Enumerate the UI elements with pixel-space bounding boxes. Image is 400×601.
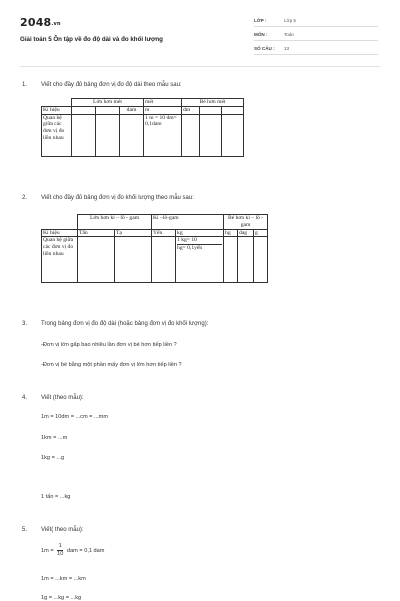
question-subline: -Đơn vị lớn gấp bao nhiêu lần đơn vị bé hơn tiếp liền ? [41, 342, 177, 348]
header-smaller-than-kg: Bé hơn ki – lô -gam [224, 215, 268, 230]
question-number: 2. [22, 195, 28, 201]
fraction-example [41, 543, 104, 558]
header-larger-than-meter: Lớn hơn mét [72, 99, 144, 107]
question-text: Viết cho đầy đủ bảng đơn vị đo độ dài theo mẫu sau: [41, 82, 182, 88]
answer-cell[interactable] [222, 114, 244, 156]
question-count-label: SỐ CÂU : [254, 46, 275, 51]
exercise-line: 1m = 10dm = ...cm = ...mm [41, 414, 108, 420]
fraction-denominator: 10 [57, 551, 64, 557]
unit-cell: dam [120, 106, 144, 114]
fraction-right: dam = 0,1 dam [66, 547, 105, 554]
question-text: Viết( theo mẫu): [41, 527, 84, 533]
subject-value: Toán [284, 32, 294, 37]
header-meter: mét [144, 99, 182, 107]
unit-cell[interactable] [72, 106, 96, 114]
row-label-symbol: Kí hiệu [42, 106, 72, 114]
question-number: 3. [22, 321, 28, 327]
unit-cell: kg [176, 229, 224, 237]
question-number: 5. [22, 527, 28, 533]
question-subline: -Đơn vị bé bằng một phần mấy đơn vị lớn hơn tiếp liền ? [41, 362, 182, 368]
answer-cell[interactable] [72, 114, 96, 156]
site-logo[interactable]: 2048.vn [20, 16, 61, 29]
unit-cell: Tấn [78, 229, 115, 237]
exercise-line: 1m = ...km = ...km [41, 576, 86, 582]
answer-cell[interactable] [200, 114, 222, 156]
answer-cell[interactable] [120, 114, 144, 156]
unit-cell: Tạ [115, 229, 152, 237]
unit-cell: dag [238, 229, 254, 237]
unit-cell: dm [182, 106, 200, 114]
question-number: 1. [22, 82, 28, 88]
answer-cell[interactable] [115, 237, 152, 283]
question-count-value: 13 [284, 46, 290, 51]
fraction [57, 543, 63, 558]
empty-cell [42, 215, 78, 230]
row-label-relation: Quan hệ giữa các đơn vị đo liền nhau [42, 114, 72, 156]
length-units-table [41, 98, 244, 157]
exercise-line: 1g = ...kg = ...kg [41, 595, 82, 601]
grade-value: Lớp 5 [284, 18, 296, 23]
answer-cell[interactable] [254, 237, 268, 283]
mass-units-table [41, 214, 268, 283]
exercise-line: 1kg = ...g [41, 455, 65, 461]
exercise-line: 1km = ...m [41, 435, 68, 441]
row-label-symbol: Kí hiệu [42, 229, 78, 237]
sample-line-a: 1 kg= 10 [177, 237, 222, 245]
question-number: 4. [22, 395, 28, 401]
unit-cell: m [144, 106, 182, 114]
unit-cell: hg [224, 229, 238, 237]
answer-cell[interactable] [238, 237, 254, 283]
sample-cell [176, 237, 224, 283]
divider [254, 26, 378, 27]
answer-cell[interactable] [78, 237, 115, 283]
answer-cell[interactable] [152, 237, 176, 283]
answer-cell[interactable] [224, 237, 238, 283]
exercise-line: 1 tấn = ...kg [41, 494, 71, 500]
unit-cell[interactable] [222, 106, 244, 114]
question-text: Trong bảng đơn vị đo độ dài (hoặc bảng đơn vị đo khối lượng): [41, 321, 209, 327]
row-label-relation: Quan hệ giữa các đơn vị đo liền nhau [42, 237, 78, 283]
empty-cell [42, 99, 72, 107]
fraction-numerator: 1 [58, 543, 62, 549]
unit-cell[interactable] [200, 106, 222, 114]
header-divider [20, 66, 380, 67]
answer-cell[interactable] [96, 114, 120, 156]
divider [254, 40, 378, 41]
header-larger-than-kg: Lớn hơn ki – lô - gam [78, 215, 152, 230]
subject-label: MÔN : [254, 32, 268, 37]
header-kilogram: Ki –lô-gam [152, 215, 224, 230]
answer-cell[interactable] [182, 114, 200, 156]
sample-line-b: hg= 0,1yến [177, 245, 203, 252]
fraction-left: 1m = [41, 547, 54, 554]
unit-cell: g [254, 229, 268, 237]
page-title: Giải toán 5 Ôn tập về đo độ dài và đo khối lượng [20, 36, 163, 43]
unit-cell: Yến [152, 229, 176, 237]
sample-cell: 1 m = 10 dm= 0,1dam [144, 114, 182, 156]
header-smaller-than-meter: Bé hơn mét [182, 99, 244, 107]
question-text: Viết cho đầy đủ bảng đơn vị đo khối lượng theo mẫu sau: [41, 195, 194, 201]
question-text: Viết (theo mẫu): [41, 395, 84, 401]
unit-cell[interactable] [96, 106, 120, 114]
divider [254, 54, 378, 55]
grade-label: LỚP : [254, 18, 267, 23]
